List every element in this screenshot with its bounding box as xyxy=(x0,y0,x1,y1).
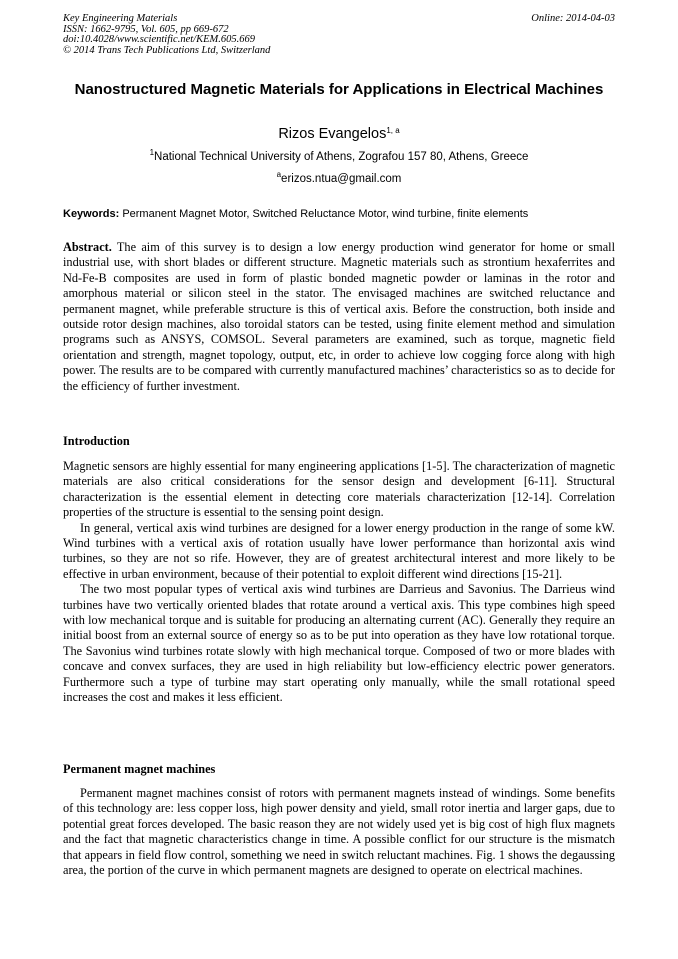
abstract-label: Abstract. xyxy=(63,240,112,254)
intro-paragraph-2: In general, vertical axis wind turbines are designed for a lower energy production in the range of some kW. Wind turbines with a vertical axis of rotation usually have lower performance than horizontal axis wind turbines, so they are not so rife. However, they are of greatest architectural interest and more likely to be effective in urban environment, because of their potential to exploit different wind directions [15-21]. xyxy=(63,520,615,581)
keywords-text: Permanent Magnet Motor, Switched Reluctance Motor, wind turbine, finite elements xyxy=(122,208,529,220)
journal-name: Key Engineering Materials xyxy=(63,13,178,24)
author-superscript: 1, a xyxy=(386,126,400,135)
keywords-line xyxy=(63,207,615,221)
author-name: Rizos Evangelos xyxy=(278,126,387,142)
author-line xyxy=(63,125,615,143)
intro-paragraph-3: The two most popular types of vertical axis wind turbines are Darrieus and Savonius. The Darrieus wind turbines have two vertically oriented blades that rotate around a vertical axis. This type combines high speed with low mechanical torque and is suitable for producing an alternating current (AC). Generally they require an initial boost from an external source of energy so as to be put into operation as they have low rotational torque. The Savonius wind turbines rotate slowly with high mechanical torque. Composed of two or more blades with concave and convex surfaces, they are used in high reliability but low-efficiency electric power generators. Furthermore such a type of turbine may start operating only manually, while the small rotational speed increases the cost and makes it less efficient. xyxy=(63,582,615,705)
journal-header xyxy=(63,14,615,56)
journal-doi[interactable]: doi:10.4028/www.scientific.net/KEM.605.669 xyxy=(63,34,255,45)
paper-title: Nanostructured Magnetic Materials for Applications in Electrical Machines xyxy=(74,81,604,98)
keywords-label: Keywords: xyxy=(63,208,120,220)
permanent-magnet-heading: Permanent magnet machines xyxy=(63,762,216,776)
author-email[interactable]: erizos.ntua@gmail.com xyxy=(281,173,402,185)
permanent-magnet-body xyxy=(63,786,615,878)
pm-paragraph-1: Permanent magnet machines consist of rotors with permanent magnets instead of windings. Some benefits of this technology are: less copper loss, high power density and yield, small rotor inertia and larger gaps, due to potential great forces developed. The basic reason they are not widely used yet is big cost of high flux magnets and the fact that magnetic characteristics change in time. A possible conflict for our structure is the mismatch that appears in field flow control, something we need in switch reluctant machines. Fig. 1 shows the degaussing area, the portion of the curve in which permanent magnets are designed to operate on electrical machines. xyxy=(63,786,615,878)
abstract xyxy=(63,240,615,394)
affiliation-superscript: 1 xyxy=(149,148,155,157)
journal-copyright: © 2014 Trans Tech Publications Ltd, Switzerland xyxy=(63,44,271,56)
affiliation-text: National Technical University of Athens, Zografou 157 80, Athens, Greece xyxy=(154,151,529,163)
abstract-text: The aim of this survey is to design a low energy production wind generator for home or small industrial use, with short blades or different structure. Magnetic materials such as strontium hexaferrites and Nd-Fe-B composites are used in form of plastic bonded magnetic powder or laminas in the rotor and amorphous material or silicon steel in the stator. The envisaged machines are switched reluctance and permanent magnet, while preferable structure is this of vertical axis. Before the construction, both inside and outside rotor design machines, also toroidal stators can be tested, using finite element method and simulation programs such as ANSYS, COMSOL. Several parameters are examined, such as torque, magnetic field orientation and strength, magnet topology, output, etc, in order to achieve low cogging force along with high power. The results are to be compared with currently manufactured machines’ characteristics so as to decide for the efficiency of further investment. xyxy=(63,240,615,393)
journal-issn: ISSN: 1662-9795, Vol. 605, pp 669-672 xyxy=(63,23,229,35)
intro-paragraph-1: Magnetic sensors are highly essential for many engineering applications [1-5]. The characterization of magnetic materials are also critical considerations for the sensor design and development [6-11]. Structural characterization is the essential element in detecting core materials characterization [12-14]. Correlation properties of the structure is essential to the sensing point design. xyxy=(63,459,615,520)
email-superscript: a xyxy=(276,170,282,179)
affiliation-line xyxy=(63,150,615,164)
introduction-body xyxy=(63,459,615,706)
introduction-heading: Introduction xyxy=(63,434,130,448)
email-line xyxy=(63,172,615,186)
online-date: Online: 2014-04-03 xyxy=(531,13,615,24)
